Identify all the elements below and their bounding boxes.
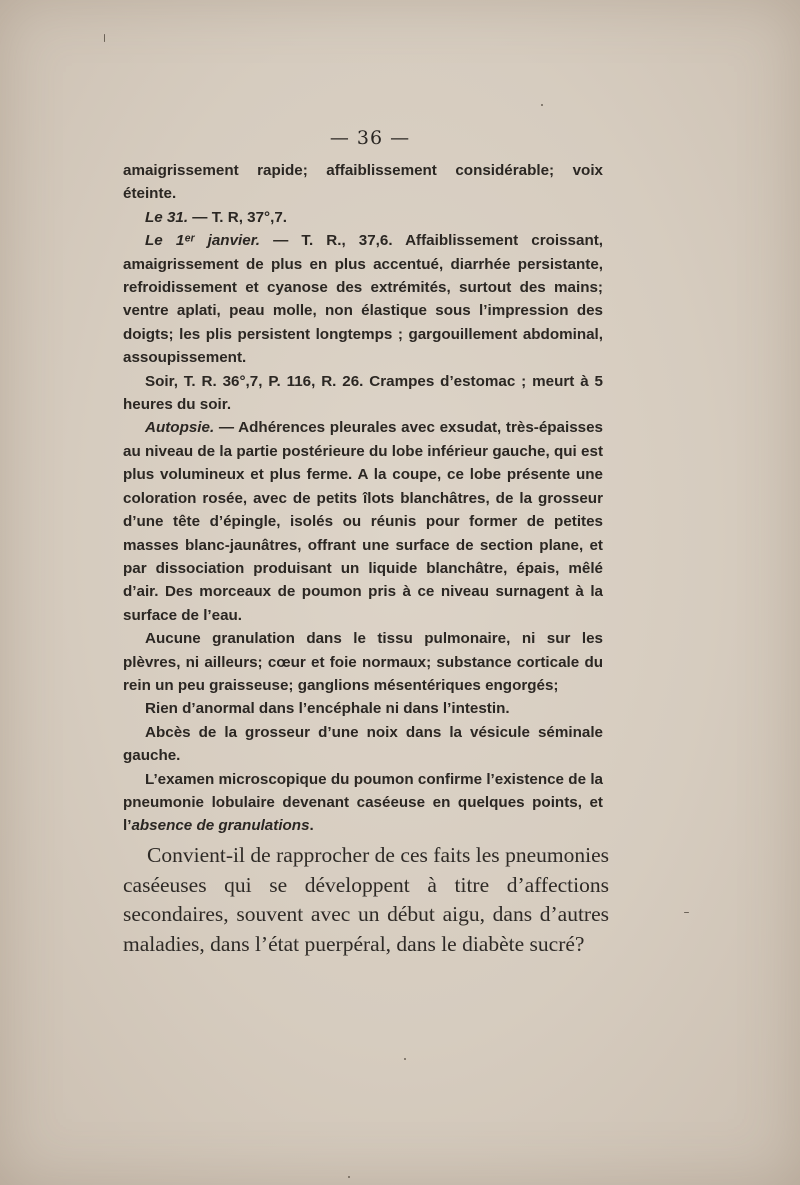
page-number: — 36 — — [329, 127, 411, 149]
paper-speck — [404, 1058, 406, 1060]
paragraph-text: — T. R, 37°,7. — [188, 208, 287, 226]
paragraph: Abcès de la grosseur d’une noix dans la vésicule séminale gauche. — [123, 723, 603, 765]
section-label: Autopsie. — [145, 419, 215, 437]
date-label: Le 1ᵉʳ janvier. — [145, 232, 260, 250]
paper-speck — [104, 34, 105, 42]
paragraph-text: . — [309, 817, 314, 835]
paragraph — [123, 229, 603, 369]
paper-speck — [684, 912, 689, 913]
date-label: Le 31. — [145, 208, 189, 226]
question-paragraph: Convient-il de rapprocher de ces faits les pneumonies caséeuses qui se développent à titre d’affections secondaires, souvent avec un début aigu, dans d’autres maladies, dans l’état puerpéral, dans le diabète sucré? — [123, 843, 609, 956]
paragraph: Soir, T. R. 36°,7, P. 116, R. 26. Crampes d’estomac ; meurt à 5 heures du soir. — [123, 372, 603, 414]
paragraph-text: — T. R., 37,6. Affaiblissement croissant, amaigrissement de plus en plus accentué, diarrhée persistante, refroidissement et cyanose des extrémités, surtout des mains; ventre aplati, peau molle, non élastique sous l’impression des doigts; les plis persistent longtemps ; gargouillement abdominal, assoupissement. — [123, 232, 604, 367]
discussion-question — [123, 841, 609, 959]
paragraph-text: L’examen microscopique du poumon confirme l’existence de la pneumonie lobulaire devenant caséeuse en quelques points, et l’ — [123, 770, 603, 835]
paragraph: Rien d’anormal dans l’encéphale ni dans l’intestin. — [145, 700, 510, 718]
paragraph-text: — Adhérences pleurales avec exsudat, très-épaisses au niveau de la partie postérieure du lobe inférieur gauche, qui est plus volumineux et plus ferme. A la coupe, ce lobe présente une coloration rosée, avec de petits îlots blanchâtres, de la grosseur d’une tête d’épingle, isolés ou réunis pour former de petites masses blanc-jaunâtres, offrant une surface de section plane, et par dissociation produisant un liquide blanchâtre, épais, mêlé d’air. Des morceaux de poumon pris à ce niveau surnagent à la surface de l’eau. — [123, 419, 603, 624]
paragraph: amaigrissement rapide; affaiblissement considérable; voix éteinte. — [123, 162, 603, 203]
paragraph — [123, 768, 603, 838]
paragraph: Aucune granulation dans le tissu pulmonaire, ni sur les plèvres, ni ailleurs; cœur et foie normaux; substance corticale du rein un peu graisseuse; ganglions mésentériques engorgés; — [123, 630, 603, 694]
case-report-text — [123, 159, 603, 838]
emphasis: absence de granulations — [131, 817, 310, 835]
paragraph — [123, 416, 603, 627]
paper-speck — [348, 1176, 350, 1178]
paper-speck — [541, 104, 543, 106]
paragraph — [123, 206, 603, 229]
